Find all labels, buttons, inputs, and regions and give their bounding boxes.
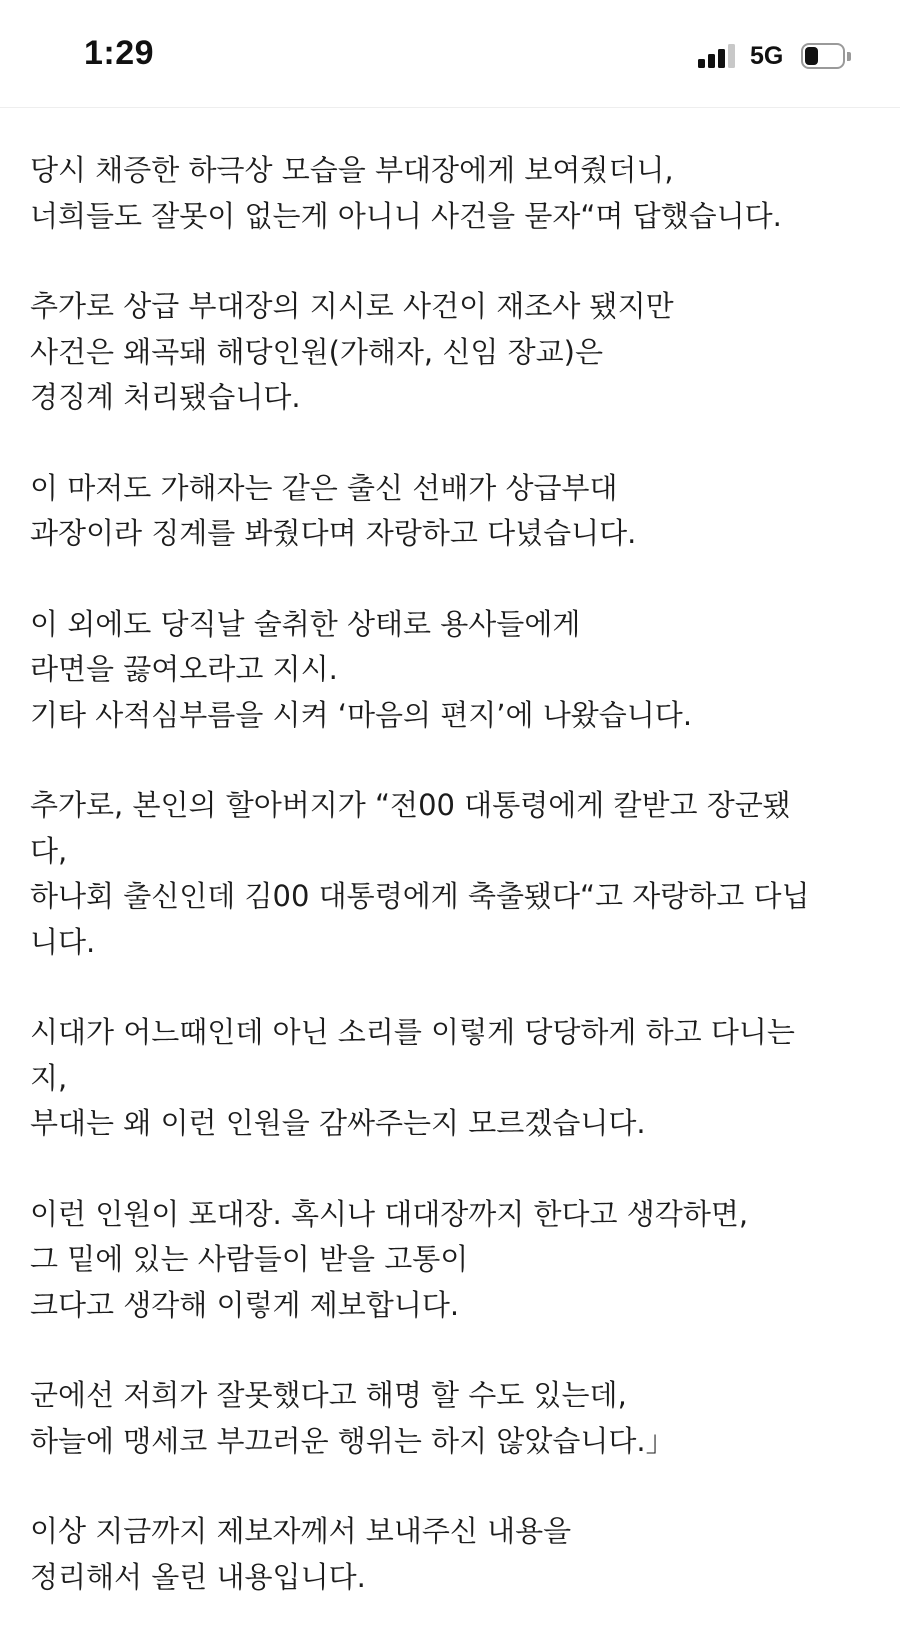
paragraph xyxy=(30,1010,875,1147)
paragraph xyxy=(30,148,875,239)
text-line: 군에선 저희가 잘못했다고 해명 할 수도 있는데, xyxy=(30,1378,627,1412)
paragraph xyxy=(30,1192,875,1329)
paragraph xyxy=(30,602,875,739)
text-line: 기타 사적심부름을 시켜 ‘마음의 편지’에 나왔습니다. xyxy=(30,697,693,732)
text-line: 하늘에 맹세코 부끄러운 행위는 하지 않았습니다.」 xyxy=(30,1423,675,1458)
article-body xyxy=(30,148,875,1645)
text-line: 라면을 끓여오라고 지시. xyxy=(30,652,338,686)
text-line: 과장이라 징계를 봐줬다며 자랑하고 다녔습니다. xyxy=(30,516,637,550)
text-line: 시대가 어느때인데 아닌 소리를 이렇게 당당하게 하고 다니는 xyxy=(30,1015,795,1049)
text-line: 이상 지금까지 제보자께서 보내주신 내용을 xyxy=(30,1514,572,1548)
battery-fill xyxy=(805,47,818,65)
text-line: 너희들도 잘못이 없는게 아니니 사건을 묻자“며 답했습니다. xyxy=(30,198,782,233)
paragraph xyxy=(30,783,875,965)
paragraph xyxy=(30,1373,875,1464)
paragraph xyxy=(30,284,875,421)
text-line: 이런 인원이 포대장. 혹시나 대대장까지 한다고 생각하면, xyxy=(30,1196,749,1231)
text-line: 이 외에도 당직날 술취한 상태로 용사들에게 xyxy=(30,606,581,641)
text-line: 다, xyxy=(30,833,68,868)
signal-bar xyxy=(728,44,735,68)
text-line: 정리해서 올린 내용입니다. xyxy=(30,1559,366,1594)
text-line: 사건은 왜곡돼 해당인원(가해자, 신임 장교)은 xyxy=(30,334,603,369)
text-line: 경징계 처리됐습니다. xyxy=(30,380,301,414)
signal-bar xyxy=(698,59,705,68)
text-line: 하나회 출신인데 김00 대통령에게 축출됐다“고 자랑하고 다닙 xyxy=(30,879,810,913)
text-line: 추가로 상급 부대장의 지시로 사건이 재조사 됐지만 xyxy=(30,289,674,323)
cellular-signal-icon xyxy=(698,44,738,68)
paragraph xyxy=(30,1509,875,1600)
battery-terminal xyxy=(847,52,851,61)
text-line: 지, xyxy=(30,1060,68,1095)
signal-bar xyxy=(718,49,725,68)
status-time: 1:29 xyxy=(84,34,155,72)
battery-icon xyxy=(801,43,851,69)
signal-bar xyxy=(708,54,715,68)
status-bar xyxy=(0,0,900,108)
text-line: 추가로, 본인의 할아버지가 “전00 대통령에게 칼받고 장군됐 xyxy=(30,788,791,822)
network-type-label: 5G xyxy=(750,42,784,70)
text-line: 당시 채증한 하극상 모습을 부대장에게 보여줬더니, xyxy=(30,153,674,187)
text-line: 이 마저도 가해자는 같은 출신 선배가 상급부대 xyxy=(30,470,618,505)
text-line: 니다. xyxy=(30,924,96,959)
text-line: 그 밑에 있는 사람들이 받을 고통이 xyxy=(30,1242,469,1276)
paragraph xyxy=(30,466,875,557)
text-line: 크다고 생각해 이렇게 제보합니다. xyxy=(30,1287,460,1322)
text-line: 부대는 왜 이런 인원을 감싸주는지 모르겠습니다. xyxy=(30,1106,646,1140)
